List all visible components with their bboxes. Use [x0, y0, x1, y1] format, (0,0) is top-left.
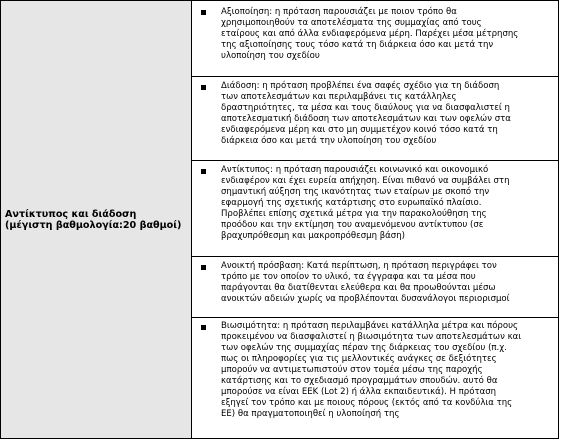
text-line: μπορούσε να είναι ΕΕΚ (Lot 2) ή άλλα εκπαιδευτικά). Η πρόταση [221, 387, 497, 397]
text-line: εταίρους και από άλλα ενδιαφερόμενα μέρη. Παρέχει μέσα μέτρησης [221, 29, 519, 39]
criterion-item-open-access [192, 257, 558, 318]
text-line: ενδιαφέρον και έχει ευρεία απήχηση. Είναι πιθανό να συμβάλει στη [221, 176, 510, 186]
criterion-item-exploitation [192, 1, 558, 77]
text-line: ανοικτών αδειών χωρίς να προβλέπονται δυσανάλογοι περιορισμοί [221, 294, 510, 304]
text-line: Αξιοποίηση: η πρόταση παρουσιάζει με ποιον τρόπο θα [221, 7, 457, 17]
criterion-title [5, 209, 189, 231]
bullet-square-icon [201, 85, 206, 90]
text-line: υλοποίηση του σχεδίου [221, 51, 320, 61]
bullet-square-icon [201, 265, 206, 270]
text-line: ενδιαφερόμενα μέρη και στο μη συμμετέχον κοινό τόσο κατά τη [221, 125, 498, 135]
text-line: σημαντική αύξηση της ικανότητας των εταίρων με σκοπό την [221, 187, 490, 197]
text-line: Αντίκτυπος: η πρόταση παρουσιάζει κοινωνικό και οικονομικό [221, 165, 489, 175]
criterion-item-sustainability [192, 318, 558, 438]
text-line: βραχυπρόθεσμη και μακροπρόθεσμη βάση) [221, 231, 405, 241]
text-line: διάρκεια όσο και μετά την υλοποίηση του σχεδίου [221, 136, 437, 146]
text-line: των αποτελεσμάτων και περιλαμβάνει τις κατάλληλες [221, 92, 457, 102]
criteria-list-cell [192, 1, 558, 438]
criterion-item-dissemination [192, 77, 558, 161]
text-line: Διάδοση: η πρόταση προβλέπει ένα σαφές σχέδιο για τη διάδοση [221, 81, 500, 91]
bullet-square-icon [201, 169, 206, 174]
criterion-text [221, 81, 554, 147]
text-line: ΕΕ) θα πραγματοποιηθεί η υλοποίησή της [221, 409, 400, 419]
criterion-text [221, 7, 554, 62]
criterion-title-line: Αντίκτυπος και διάδοση [5, 209, 137, 220]
criterion-max-score: (μέγιστη βαθμολογία:20 βαθμοί) [5, 220, 182, 231]
bullet-square-icon [201, 10, 206, 15]
text-line: Βιωσιμότητα: η πρόταση περιλαμβάνει κατάλληλα μέτρα και πόρους [221, 321, 519, 331]
text-line: αποτελεσματική διάδοση των αποτελεσμάτων και των οφελών στα [221, 114, 511, 124]
criterion-label-cell [1, 1, 192, 438]
text-line: προκειμένου να διασφαλιστεί η βιωσιμότητα των αποτελεσμάτων και [221, 332, 522, 342]
text-line: χρησιμοποιηθούν τα αποτελέσματα της συμμαχίας από τους [221, 18, 482, 28]
criterion-text [221, 261, 554, 305]
text-line: δραστηριότητες, τα μέσα και τους διαύλους για να διασφαλιστεί η [221, 103, 510, 113]
text-line: προόδου και την εκτίμηση του αναμενόμενου αντίκτυπου (σε [221, 220, 484, 230]
criterion-text [221, 165, 554, 242]
text-line: Ανοικτή πρόσβαση: Κατά περίπτωση, η πρόταση περιγράφει τον [221, 261, 497, 271]
text-line: κατάρτισης και το σχεδιασμό προγραμμάτων σπουδών. αυτό θα [221, 376, 498, 386]
text-line: της αξιοποίησης τους τόσο κατά τη διάρκεια όσο και μετά την [221, 40, 494, 50]
text-line: παράγονται θα διατίθενται ελεύθερα και θα προωθούνται μέσω [221, 283, 496, 293]
text-line: πως οι πληροφορίες για τις μελλοντικές ανάγκες σε δεξιότητες [221, 354, 497, 364]
bullet-square-icon [201, 325, 206, 330]
text-line: εφαρμογή της σχετικής κατάρτισης στο ευρωπαϊκό πλαίσιο. [221, 198, 482, 208]
text-line: εξηγεί τον τρόπο και με ποιους πόρους (εκτός από τα κονδύλια της [221, 398, 513, 408]
text-line: τρόπο με τον οποίον το υλικό, τα έγγραφα και τα μέσα που [221, 272, 476, 282]
text-line: Προβλέπει επίσης σχετικά μέτρα για την παρακολούθηση της [221, 209, 487, 219]
criterion-text [221, 321, 554, 420]
text-line: μπορούν να αντιμετωπιστούν στον τομέα μέσω της παροχής [221, 365, 483, 375]
criterion-item-impact [192, 161, 558, 257]
text-line: των οφελών της συμμαχίας πέραν της διάρκειας του σχεδίου (π.χ. [221, 343, 507, 353]
